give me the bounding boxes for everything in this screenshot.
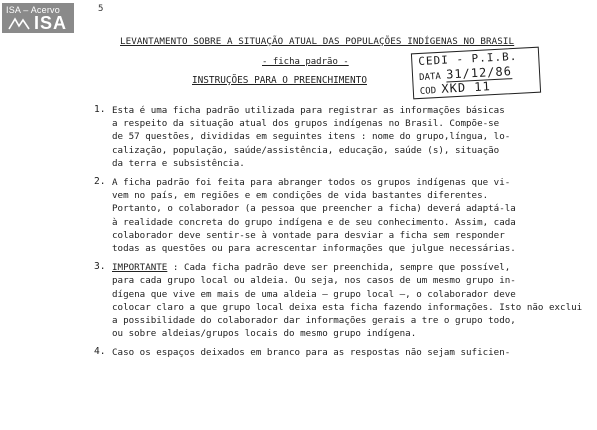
text-line: calização, população, saúde/assistência, educação, saúde (s), situação bbox=[112, 144, 500, 156]
document-title: LEVANTAMENTO SOBRE A SITUAÇÃO ATUAL DAS POPULAÇÕES INDÍGENAS NO BRASIL bbox=[120, 36, 515, 47]
isa-acervo-logo bbox=[2, 3, 74, 33]
text-line: colaborador deve sentir-se à vontade para desviar a ficha sem responder bbox=[112, 229, 505, 241]
section-heading: INSTRUÇÕES PARA O PREENCHIMENTO bbox=[192, 75, 367, 86]
text-line: colocar claro a que grupo local deixa esta ficha fazendo informações. Isto não exclui bbox=[112, 301, 583, 313]
text-line: A ficha padrão foi feita para abranger todos os grupos indígenas que vi- bbox=[112, 177, 511, 189]
text-line: ou sobre aldeias/grupos locais do mesmo grupo indígena. bbox=[112, 328, 417, 340]
isa-logo-mark-icon bbox=[8, 17, 30, 31]
archive-stamp bbox=[411, 47, 541, 100]
item-number: 1. bbox=[94, 104, 106, 115]
text-line: para cada grupo local ou aldeia. Ou seja, nos casos de um mesmo grupo in- bbox=[112, 275, 516, 287]
stamp-code-label: COD bbox=[419, 86, 437, 97]
stamp-code-value: XKD 11 bbox=[441, 79, 492, 96]
instruction-item-3 bbox=[94, 261, 583, 340]
instruction-item-1 bbox=[94, 104, 574, 170]
text-line bbox=[112, 261, 574, 274]
text-line: Esta é uma ficha padrão utilizada para registrar as informações básicas bbox=[112, 105, 505, 116]
text-line: de 57 questões, divididas em seguintes itens : nome do grupo,língua, lo- bbox=[112, 131, 511, 143]
item-number: 3. bbox=[94, 261, 106, 273]
stamp-date-value: 31/12/86 bbox=[445, 64, 513, 82]
page-mark: 5 bbox=[98, 4, 104, 14]
instruction-item-4 bbox=[94, 346, 574, 359]
text-line: a respeito da situação atual dos grupos indígenas no Brasil. Compõe-se bbox=[112, 118, 500, 130]
logo-small-text: ISA – Acervo bbox=[6, 5, 60, 15]
text-line-rest: : Cada ficha padrão deve ser preenchida, sempre que possível, bbox=[172, 262, 511, 274]
text-line: todas as questões ou para acrescentar informações que julgue necessárias. bbox=[112, 243, 516, 255]
item-number: 4. bbox=[94, 346, 106, 358]
text-line: Portanto, o colaborador (a pessoa que preencher a ficha) deverá adaptá-la bbox=[112, 203, 516, 215]
text-line: a possibilidade do colaborador dar informações gerais a tre o grupo todo, bbox=[112, 315, 516, 327]
text-line: Caso os espaços deixados em branco para as respostas não sejam suficien- bbox=[112, 347, 511, 359]
instructions-body bbox=[94, 104, 583, 360]
stamp-org: CEDI - P.I.B. bbox=[417, 49, 518, 68]
logo-big-text: ISA bbox=[34, 13, 68, 33]
stamp-date-label: DATA bbox=[418, 71, 442, 83]
text-line: à realidade concreta do grupo indígena e de seu conhecimento. Assim, cada bbox=[112, 216, 516, 228]
stamp-code-row bbox=[419, 79, 491, 97]
instruction-item-2 bbox=[94, 176, 574, 255]
important-label: IMPORTANTE bbox=[112, 262, 168, 274]
text-line: da terra e subsistência. bbox=[112, 157, 245, 169]
text-line: vem no país, em regiões e em condições de vida bastantes diferentes. bbox=[112, 190, 489, 202]
document-subtitle: - ficha padrão - bbox=[262, 57, 349, 67]
item-number: 2. bbox=[94, 176, 106, 188]
text-line: dígena que vive em mais de uma aldeia – grupo local –, o colaborador deve bbox=[112, 288, 516, 300]
